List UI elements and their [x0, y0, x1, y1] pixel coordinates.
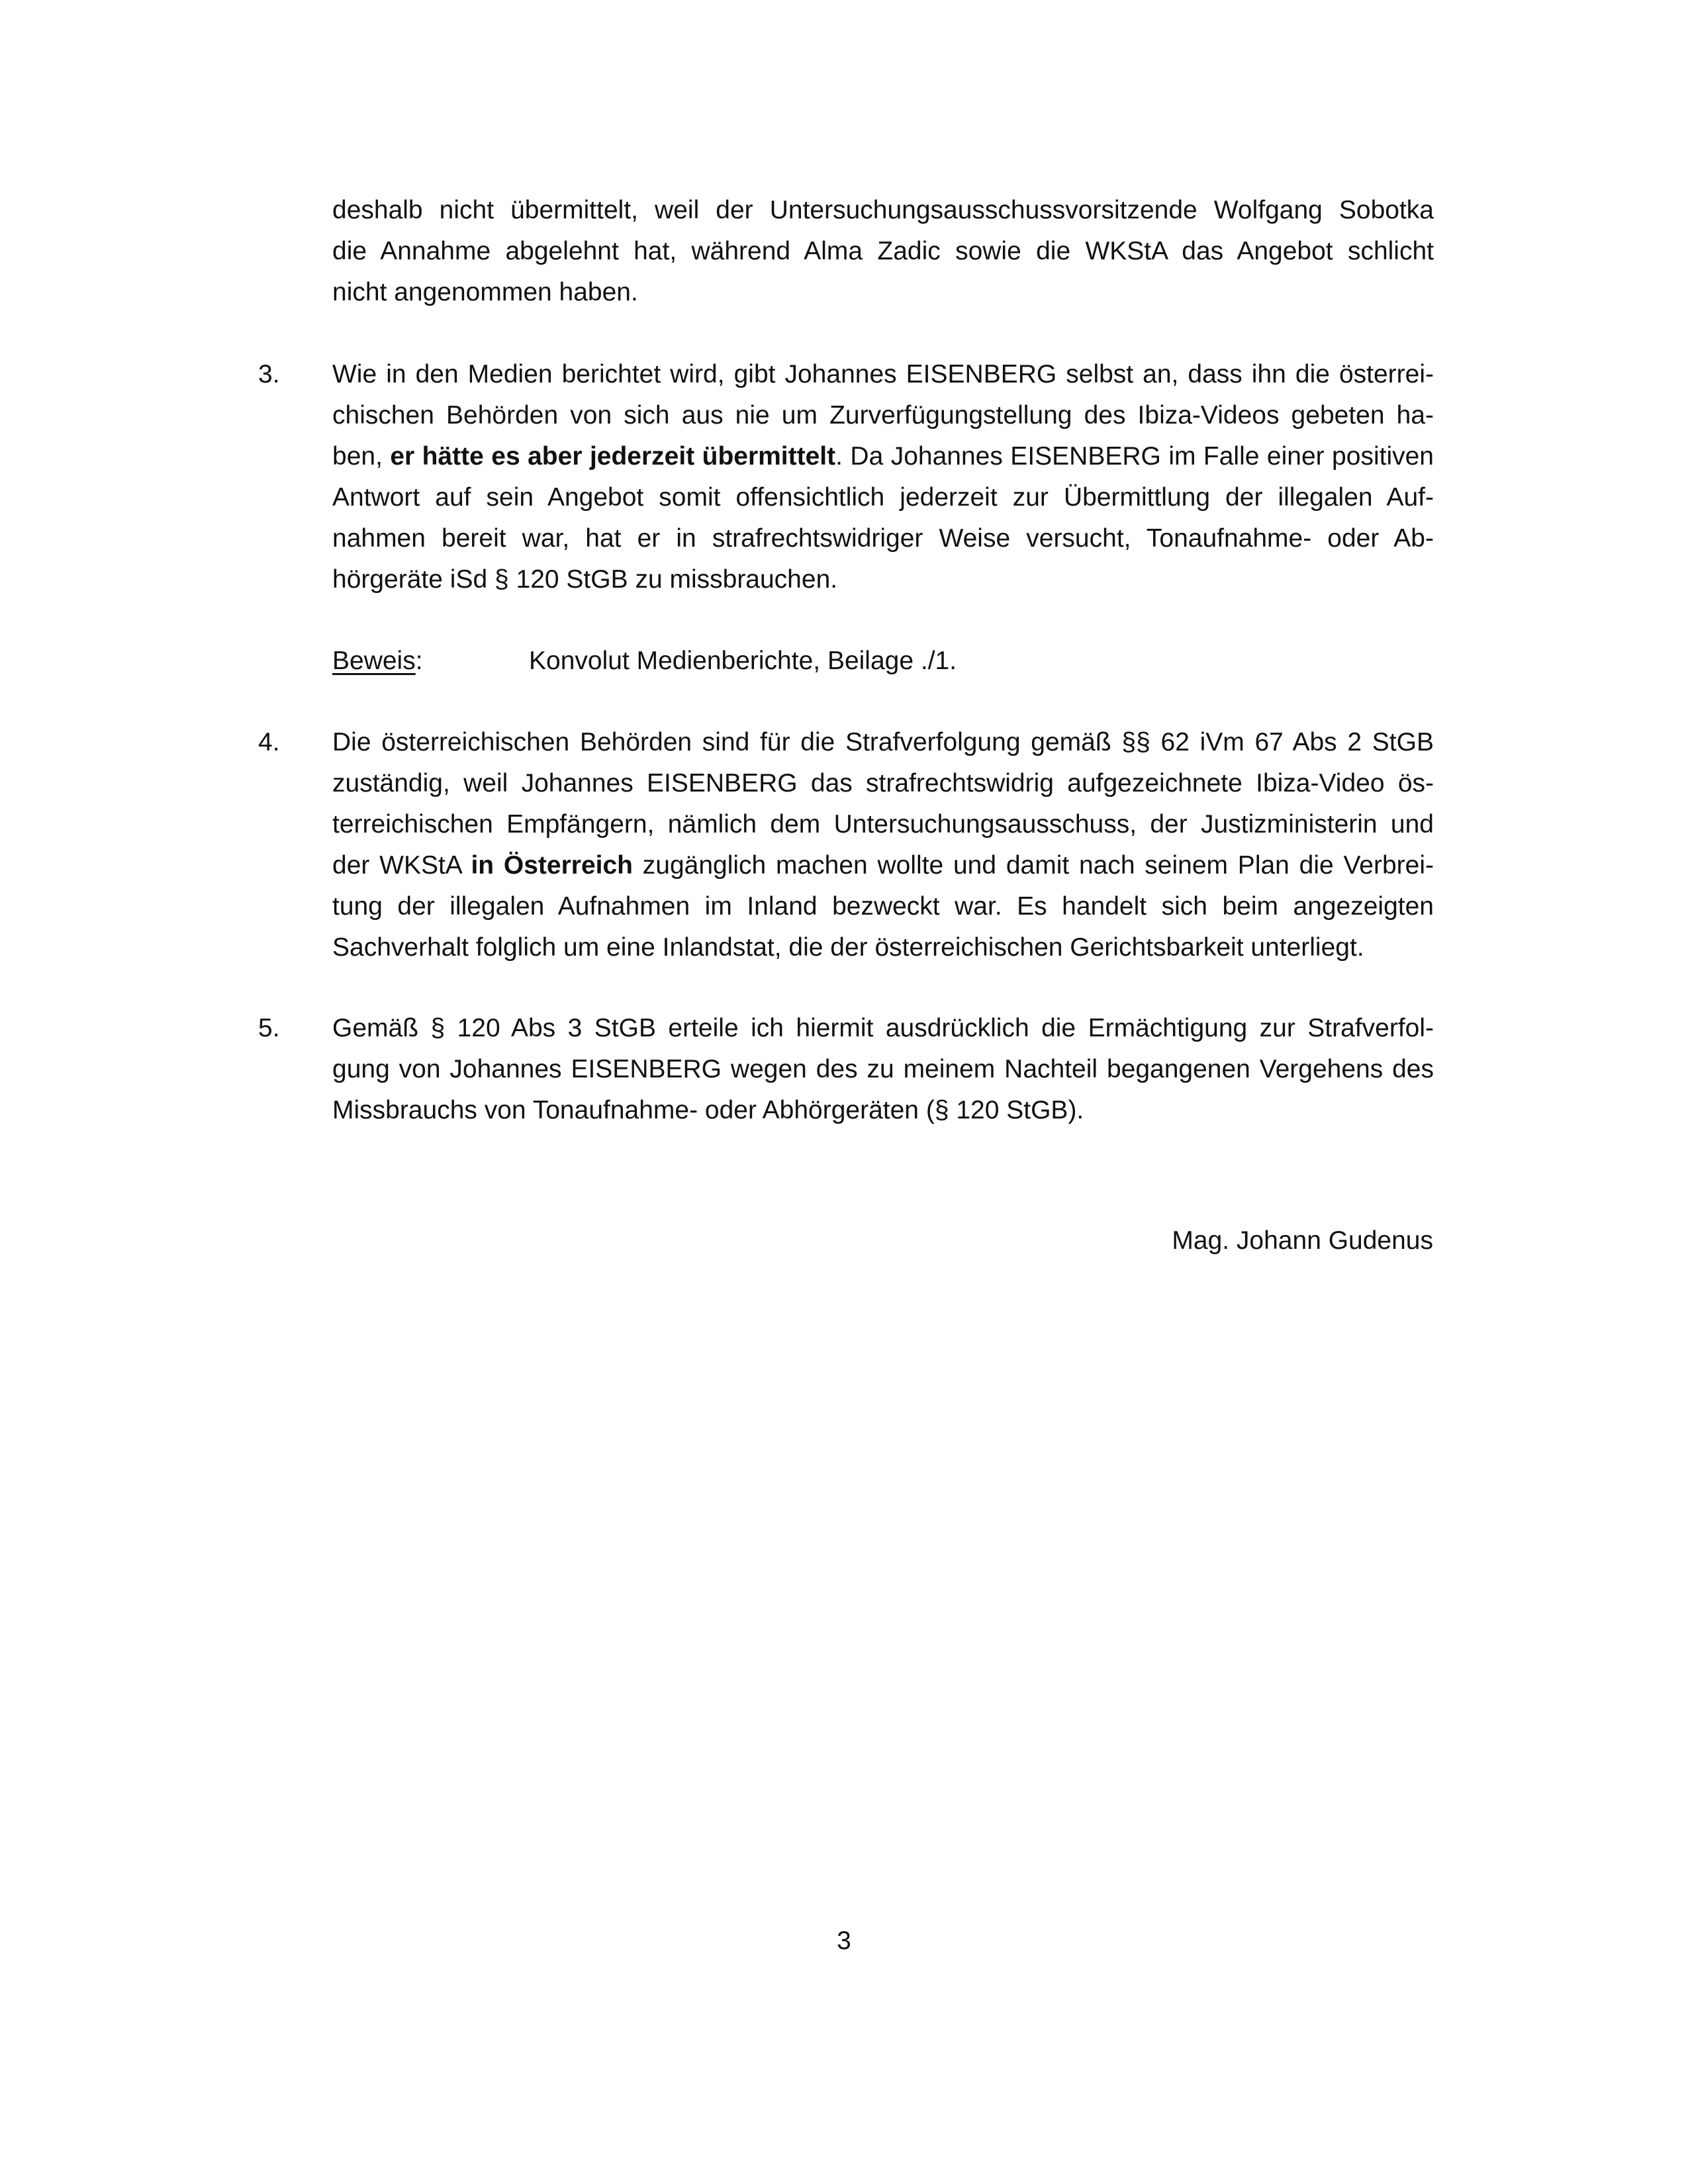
paragraph-line: gung von Johannes EISENBERG wegen des zu meinem Nachteil begangenen Vergehens des — [332, 1055, 1434, 1083]
evidence-reference — [332, 641, 957, 682]
paragraph-line: deshalb nicht übermittelt, weil der Untersuchungsausschussvorsitzende Wolfgang Sobotka — [332, 196, 1434, 224]
text-run: ben, — [332, 442, 391, 471]
paragraph-line — [332, 845, 1434, 886]
paragraph-line: nicht angenommen haben. — [332, 278, 638, 306]
evidence-label: Beweis — [332, 647, 416, 675]
bold-emphasis: in Österreich — [471, 851, 633, 880]
numbered-paragraph-3 — [332, 354, 1434, 600]
paragraph-line: chischen Behörden von sich aus nie um Zurverfügungstellung des Ibiza-Videos gebeten ha- — [332, 401, 1434, 430]
paragraph-line: Die österreichischen Behörden sind für die Strafverfolgung gemäß §§ 62 iVm 67 Abs 2 StGB — [332, 728, 1434, 756]
paragraph-line: Gemäß § 120 Abs 3 StGB erteile ich hiermit ausdrücklich die Ermächtigung zur Strafverfol- — [332, 1014, 1434, 1042]
paragraph-line: hörgeräte iSd § 120 StGB zu missbrauchen. — [332, 565, 838, 594]
paragraph-line: die Annahme abgelehnt hat, während Alma Zadic sowie die WKStA das Angebot schlicht — [332, 237, 1434, 265]
paragraph-line: Sachverhalt folglich um eine Inlandstat, die der österreichischen Gerichtsbarkeit unterliegt. — [332, 933, 1364, 962]
paragraph-line — [332, 436, 1434, 477]
text-run: zugänglich machen wollte und damit nach seinem Plan die Verbrei- — [632, 851, 1434, 880]
bold-emphasis: er hätte es aber jederzeit übermittelt — [390, 442, 836, 471]
signature: Mag. Johann Gudenus — [1172, 1226, 1433, 1255]
page-number: 3 — [837, 1927, 851, 1955]
paragraph-line: terreichischen Empfängern, nämlich dem Untersuchungsausschuss, der Justizministerin und — [332, 810, 1434, 839]
paragraph-line: Wie in den Medien berichtet wird, gibt Johannes EISENBERG selbst an, dass ihn die österrei- — [332, 360, 1434, 388]
item-number: 4. — [258, 728, 280, 756]
item-number: 3. — [258, 360, 280, 388]
paragraph-line: nahmen bereit war, hat er in strafrechtswidriger Weise versucht, Tonaufnahme- oder Ab- — [332, 524, 1434, 553]
numbered-paragraph-4 — [332, 722, 1434, 968]
text-run: der WKStA — [332, 851, 471, 880]
evidence-text: Konvolut Medienberichte, Beilage ./1. — [529, 647, 957, 675]
paragraph-line: zuständig, weil Johannes EISENBERG das strafrechtswidrig aufgezeichnete Ibiza-Video ös- — [332, 769, 1434, 797]
item-number: 5. — [258, 1014, 280, 1042]
text-run: . Da Johannes EISENBERG im Falle einer positiven — [835, 442, 1434, 471]
paragraph-line: Antwort auf sein Angebot somit offensichtlich jederzeit zur Übermittlung der illegalen Auf- — [332, 483, 1434, 512]
paragraph-line: tung der illegalen Aufnahmen im Inland bezweckt war. Es handelt sich beim angezeigten — [332, 892, 1434, 921]
evidence-colon: : — [415, 647, 423, 675]
paragraph-line: Missbrauchs von Tonaufnahme- oder Abhörgeräten (§ 120 StGB). — [332, 1096, 1084, 1124]
numbered-paragraph-5 — [332, 1008, 1434, 1131]
continuation-paragraph — [332, 190, 1434, 313]
